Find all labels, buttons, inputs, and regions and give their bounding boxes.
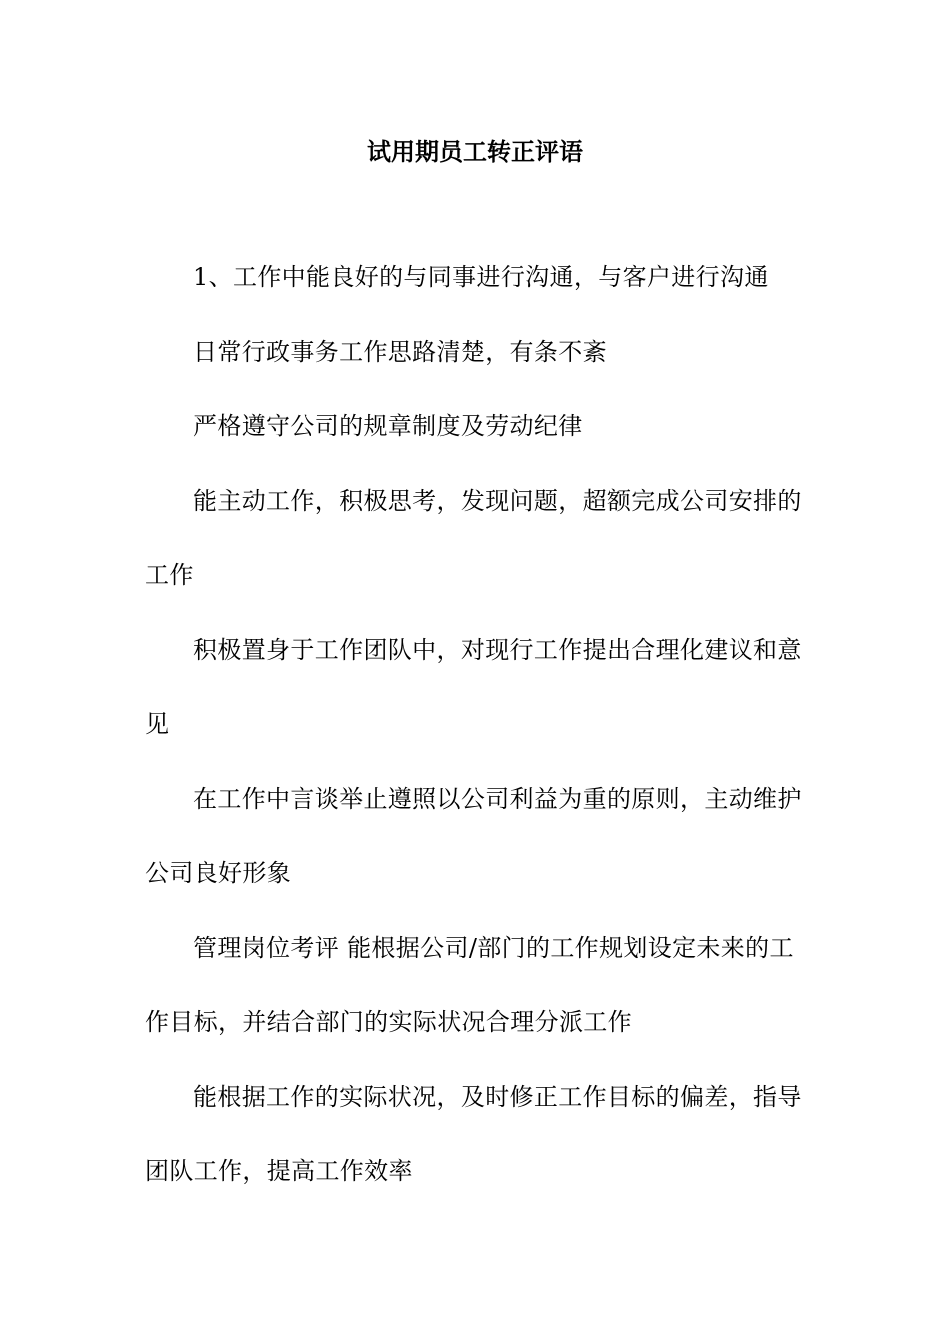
document-title: 试用期员工转正评语 (367, 137, 583, 166)
paragraph-5-line-2: 见 (145, 710, 170, 738)
paragraph-8-line-1: 能根据工作的实际状况，及时修正工作目标的偏差，指导 (193, 1082, 802, 1111)
paragraph-5 (145, 632, 809, 743)
paragraph-4-line-1: 能主动工作，积极思考，发现问题，超额完成公司安排的 (193, 486, 802, 515)
paragraph-1-line-1: 1、工作中能良好的与同事进行沟通，与客户进行沟通 (193, 263, 769, 291)
paragraph-5-line-1: 积极置身于工作团队中，对现行工作提出合理化建议和意 (193, 635, 802, 664)
paragraph-4-line-2: 工作 (145, 561, 194, 589)
paragraph-3-line-1: 严格遵守公司的规章制度及劳动纪律 (193, 412, 583, 440)
paragraph-3 (145, 408, 809, 444)
document-body (145, 259, 809, 1189)
paragraph-7 (145, 930, 809, 1041)
paragraph-8 (145, 1079, 809, 1190)
paragraph-7-line-2: 作目标，并结合部门的实际状况合理分派工作 (145, 1008, 632, 1036)
paragraph-6 (145, 781, 809, 892)
paragraph-6-line-1: 在工作中言谈举止遵照以公司利益为重的原则，主动维护 (193, 784, 802, 813)
paragraph-6-line-2: 公司良好形象 (145, 859, 292, 887)
paragraph-1 (145, 259, 809, 295)
paragraph-7-line-1: 管理岗位考评 能根据公司/部门的工作规划设定未来的工 (193, 933, 794, 962)
paragraph-4 (145, 483, 809, 594)
paragraph-2 (145, 334, 809, 370)
paragraph-2-line-1: 日常行政事务工作思路清楚，有条不紊 (193, 337, 607, 366)
paragraph-8-line-2: 团队工作，提高工作效率 (145, 1157, 413, 1185)
